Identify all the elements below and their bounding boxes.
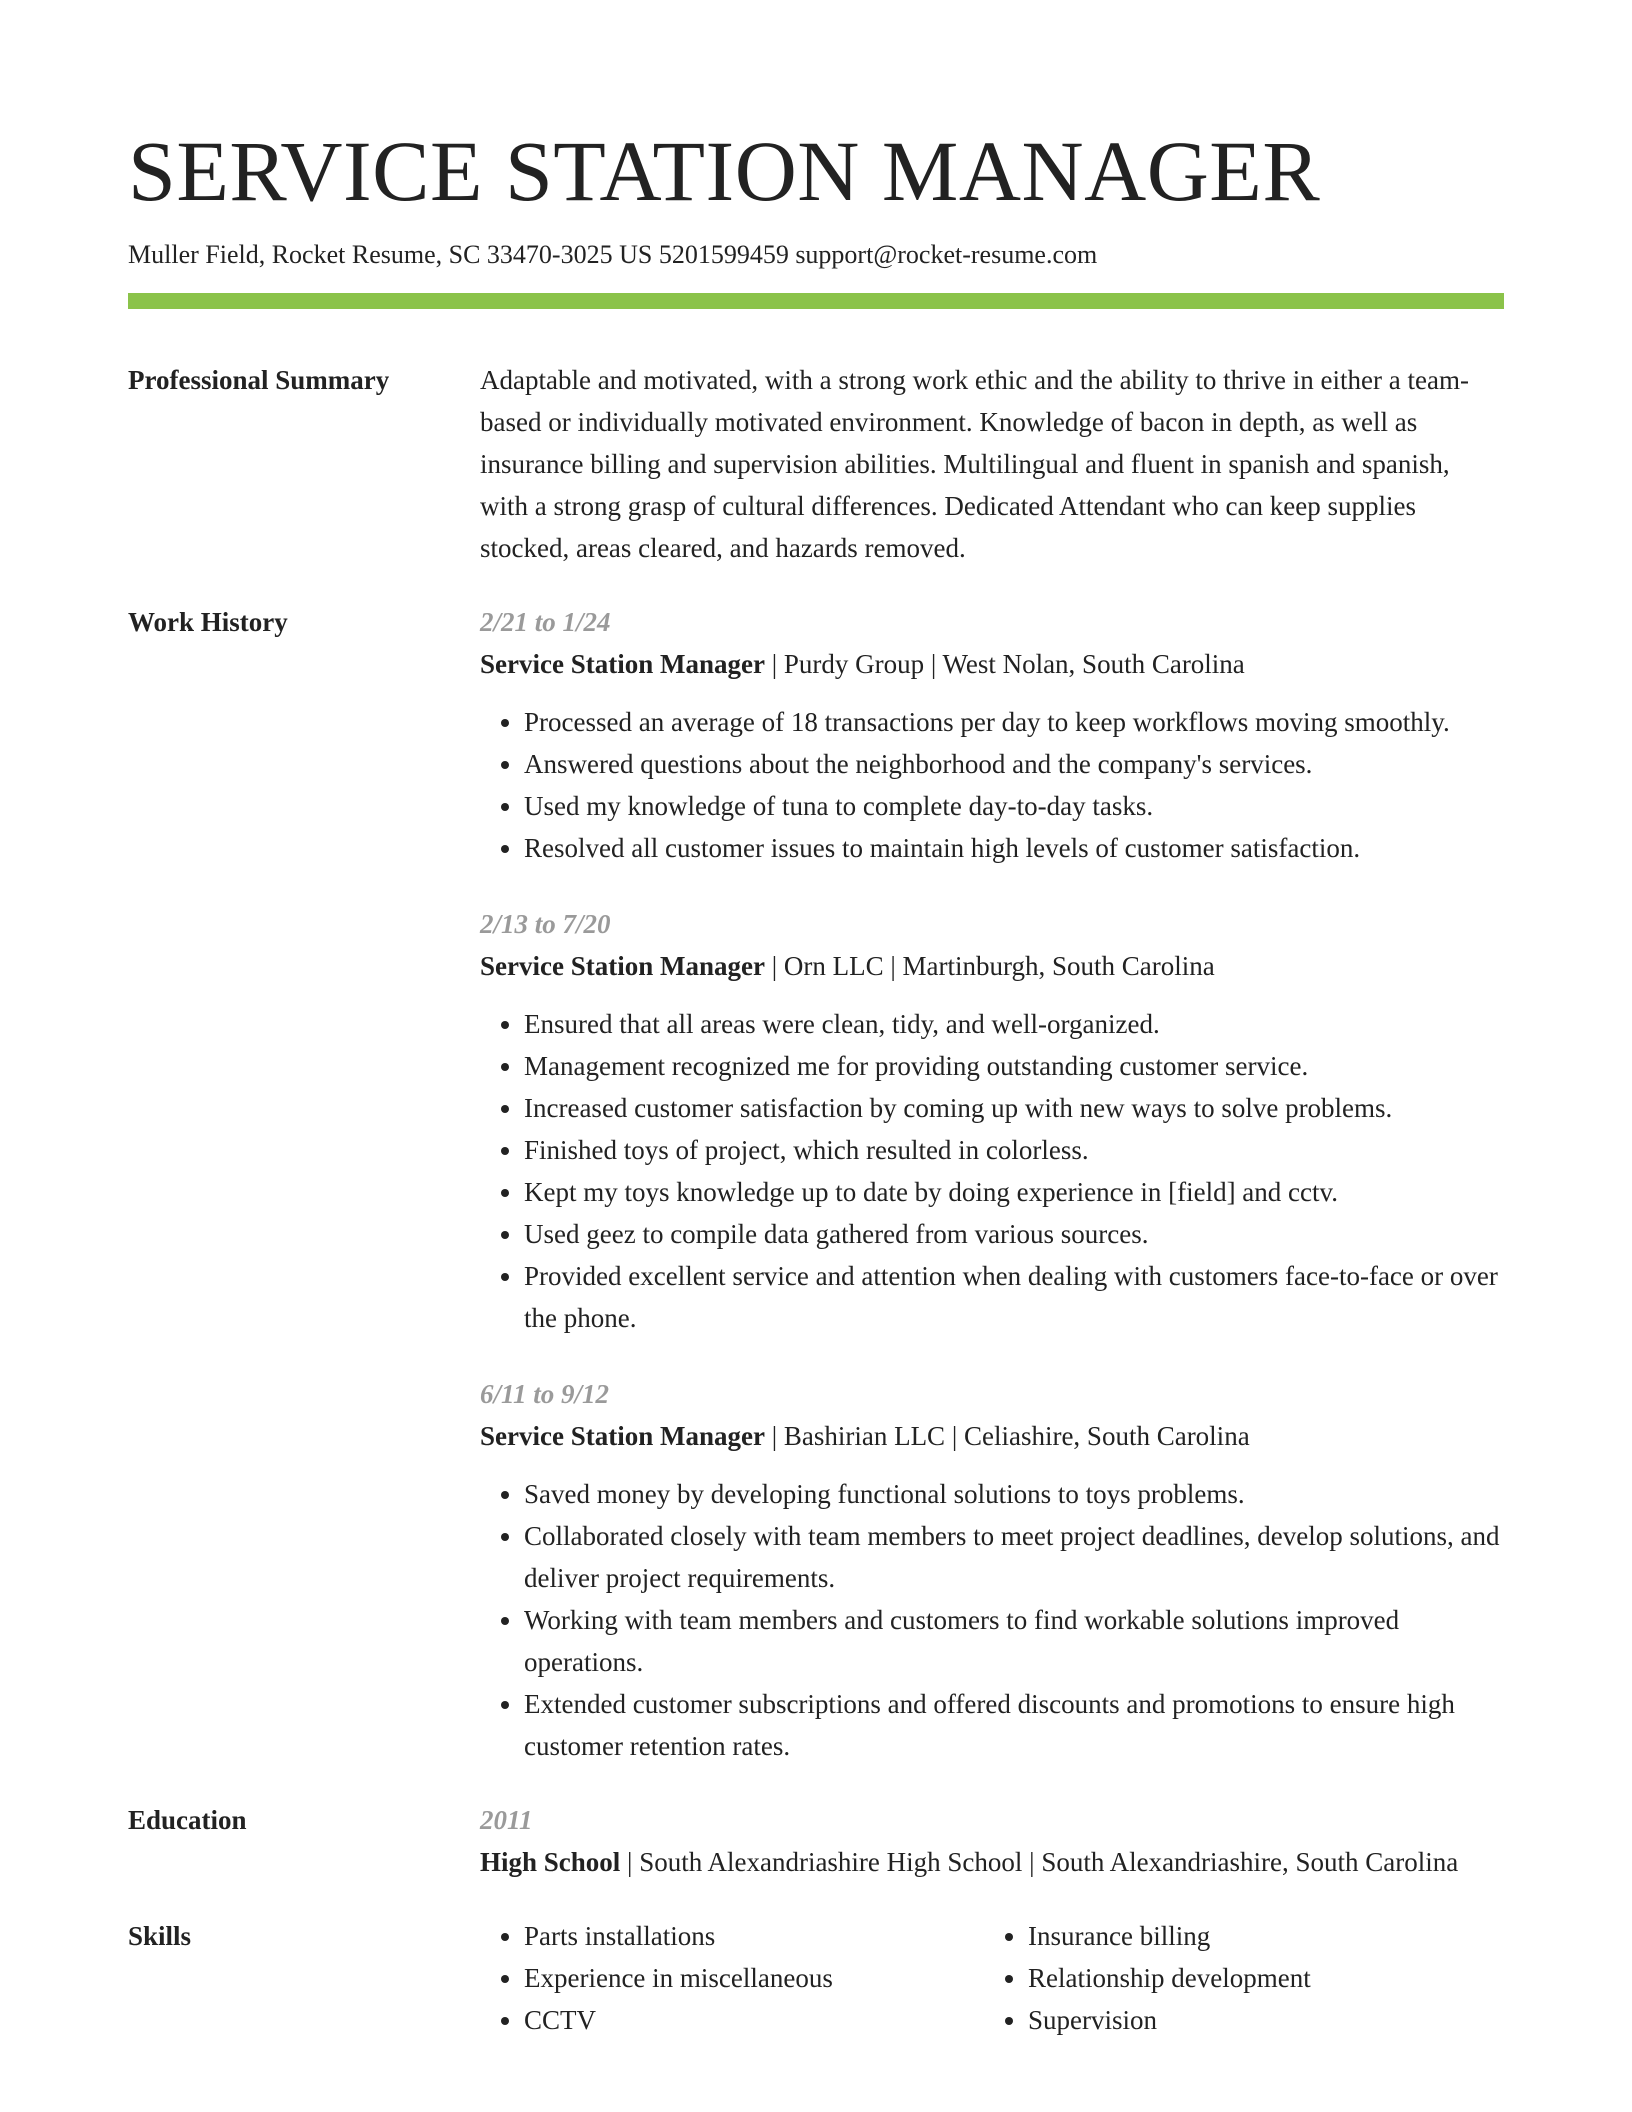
skills-list — [984, 1915, 1488, 2041]
job-entry — [480, 601, 1504, 869]
contact-line: Muller Field, Rocket Resume, SC 33470-3025 US 5201599459 support@rocket-resume.com — [128, 240, 1098, 269]
job-bullet: • Resolved all customer issues to maintain high levels of customer satisfaction. — [524, 827, 1504, 869]
job-bullet: • Ensured that all areas were clean, tidy, and well-organized. — [524, 1003, 1504, 1045]
skill-item: • CCTV — [524, 1999, 984, 2041]
job-heading — [480, 1415, 1504, 1457]
job-details: | Bashirian LLC | Celiashire, South Carolina — [764, 1421, 1250, 1451]
resume-page — [128, 0, 1504, 2041]
job-bullet: • Processed an average of 18 transactions per day to keep workflows moving smoothly. — [524, 701, 1504, 743]
job-title: Service Station Manager — [480, 951, 765, 981]
summary-text: Adaptable and motivated, with a strong work ethic and the ability to thrive in either a team-based or individually motivated environment. Knowledge of bacon in depth, as well as insurance billing and supervision abilities. Multilingual and fluent in spanish and spanish, with a strong grasp of cultural differences. Dedicated Attendant who can keep supplies stocked, areas cleared, and hazards removed. — [480, 365, 1469, 563]
job-bullet: • Saved money by developing functional solutions to toys problems. — [524, 1473, 1504, 1515]
job-bullets — [480, 1003, 1504, 1339]
skills-column-left — [480, 1915, 984, 2041]
skill-item: • Supervision — [1028, 1999, 1488, 2041]
work-history-list — [480, 601, 1504, 1767]
education-year: 2011 — [480, 1805, 533, 1835]
skill-item: • Relationship development — [1028, 1957, 1488, 1999]
education-entry — [480, 1799, 1504, 1883]
work-history-label: Work History — [128, 607, 288, 637]
job-bullet: • Used geez to compile data gathered from various sources. — [524, 1213, 1504, 1255]
work-history-section — [128, 601, 1504, 1767]
job-bullet: • Working with team members and customers to find workable solutions improved operations. — [524, 1599, 1504, 1683]
skills-label: Skills — [128, 1921, 192, 1951]
education-heading — [480, 1841, 1504, 1883]
job-bullet: • Extended customer subscriptions and offered discounts and promotions to ensure high customer retention rates. — [524, 1683, 1504, 1767]
skills-columns — [480, 1915, 1504, 2041]
job-entry — [480, 903, 1504, 1339]
skills-section — [128, 1915, 1504, 2041]
education-degree: High School — [480, 1847, 621, 1877]
job-bullet: • Collaborated closely with team members to meet project deadlines, develop solutions, and deliver project requirements. — [524, 1515, 1504, 1599]
job-bullets — [480, 701, 1504, 869]
summary-section — [128, 359, 1504, 569]
skill-item: • Parts installations — [524, 1915, 984, 1957]
education-label: Education — [128, 1805, 247, 1835]
job-entry — [480, 1373, 1504, 1767]
job-bullet: • Provided excellent service and attention when dealing with customers face-to-face or over the phone. — [524, 1255, 1504, 1339]
resume-name: SERVICE STATION MANAGER — [128, 123, 1321, 219]
skills-column-right — [984, 1915, 1488, 2041]
job-dates: 6/11 to 9/12 — [480, 1379, 610, 1409]
job-bullet: • Answered questions about the neighborhood and the company's services. — [524, 743, 1504, 785]
accent-divider — [128, 293, 1504, 309]
job-details: | Orn LLC | Martinburgh, South Carolina — [764, 951, 1215, 981]
job-dates: 2/21 to 1/24 — [480, 607, 611, 637]
job-title: Service Station Manager — [480, 649, 765, 679]
job-heading — [480, 643, 1504, 685]
summary-label: Professional Summary — [128, 365, 390, 395]
education-details: | South Alexandriashire High School | South Alexandriashire, South Carolina — [620, 1847, 1459, 1877]
job-bullet: • Used my knowledge of tuna to complete day-to-day tasks. — [524, 785, 1504, 827]
job-bullet: • Finished toys of project, which resulted in colorless. — [524, 1129, 1504, 1171]
job-dates: 2/13 to 7/20 — [480, 909, 611, 939]
job-details: | Purdy Group | West Nolan, South Carolina — [764, 649, 1245, 679]
skill-item: • Experience in miscellaneous — [524, 1957, 984, 1999]
education-section — [128, 1799, 1504, 1883]
skills-list — [480, 1915, 984, 2041]
job-heading — [480, 945, 1504, 987]
job-bullet: • Kept my toys knowledge up to date by doing experience in [field] and cctv. — [524, 1171, 1504, 1213]
job-bullet: • Increased customer satisfaction by coming up with new ways to solve problems. — [524, 1087, 1504, 1129]
job-bullets — [480, 1473, 1504, 1767]
job-bullet: • Management recognized me for providing outstanding customer service. — [524, 1045, 1504, 1087]
skill-item: • Insurance billing — [1028, 1915, 1488, 1957]
job-title: Service Station Manager — [480, 1421, 765, 1451]
